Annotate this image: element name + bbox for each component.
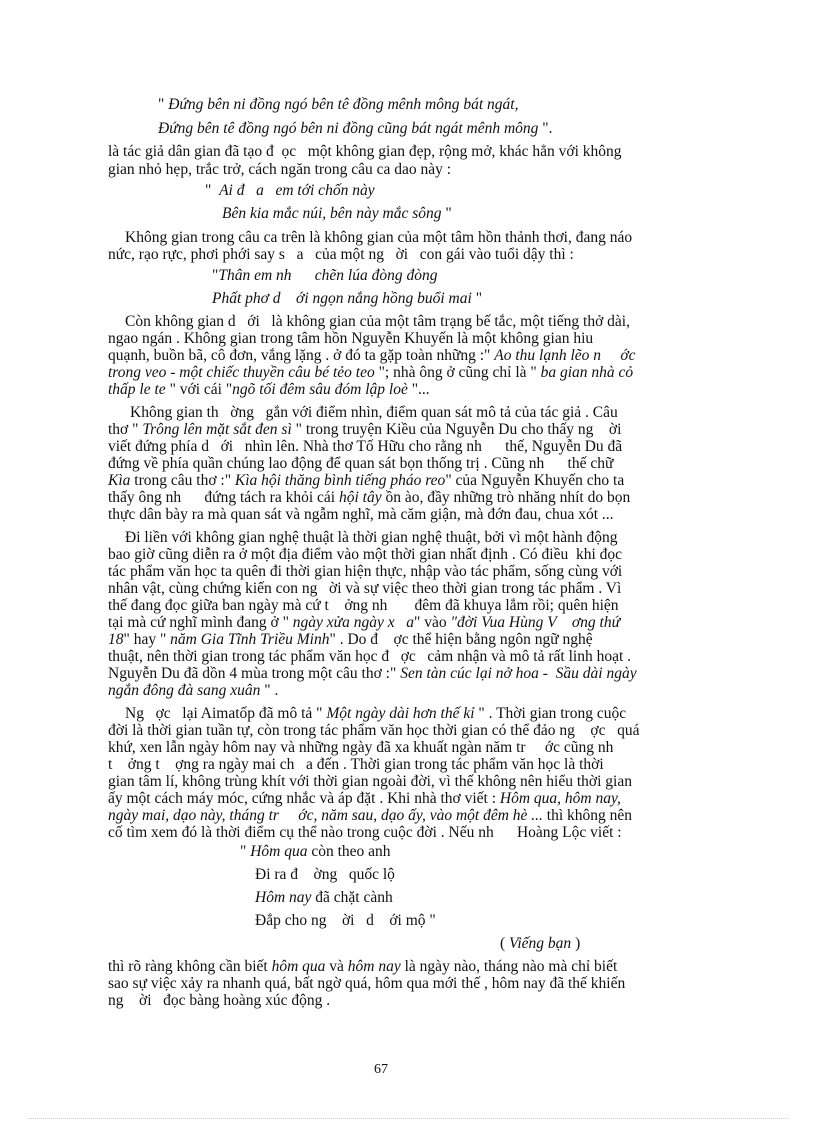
italic-text: 18 xyxy=(108,631,124,648)
text-segment: thấy ông nh đứng tách ra khỏi cái xyxy=(108,489,339,506)
italic-text: Trông lên mặt sắt đen sì xyxy=(142,421,292,438)
text-line xyxy=(108,455,613,473)
text-segment: " xyxy=(205,182,220,199)
text-line xyxy=(125,705,626,723)
text-segment: đã chặt cành xyxy=(311,889,393,906)
text-segment: " xyxy=(212,267,219,284)
text-line xyxy=(108,682,278,700)
text-segment: " . xyxy=(260,682,279,699)
italic-text: Thân em nh chẽn lúa đòng đòng xyxy=(218,267,438,284)
text-line xyxy=(108,246,574,264)
text-segment: thực dân bày ra mà quan sát và ngẫm nghĩ, mà căm giận, mà đớn đau, chua xót ... xyxy=(108,506,614,523)
text-segment: " xyxy=(441,205,452,222)
italic-text: Viếng bạn xyxy=(509,935,572,952)
text-segment: Đi ra đ ờng quốc lộ xyxy=(255,866,395,883)
italic-text: ngõ tối đêm sâu đóm lập loè xyxy=(232,381,408,398)
text-line xyxy=(108,807,632,825)
text-segment: khứ, xen lẫn ngày hôm nay và những ngày đã xa khuất ngàn năm tr ớc cũng nh xyxy=(108,739,614,756)
text-segment: " . Thời gian trong cuộc xyxy=(474,705,627,722)
text-segment: " xyxy=(158,96,169,113)
text-line xyxy=(255,889,393,907)
text-line xyxy=(255,912,436,930)
text-line xyxy=(108,958,617,976)
italic-text: Đứng bên tê đồng ngó bên ni đồng cũng bát ngát mênh mông xyxy=(158,120,539,137)
text-line xyxy=(158,120,553,138)
italic-text: ngày xửa ngày x a xyxy=(292,614,415,631)
text-segment: ". xyxy=(538,120,553,137)
text-segment: " của Nguyễn Khuyến cho ta xyxy=(445,472,625,489)
italic-text: Hôm nay xyxy=(255,889,312,906)
italic-text: hôm qua xyxy=(271,958,326,975)
text-line xyxy=(108,546,622,564)
text-segment: " vào xyxy=(414,614,451,631)
text-segment: " hay " xyxy=(123,631,171,648)
text-line xyxy=(108,824,622,842)
text-line xyxy=(108,381,430,399)
text-line xyxy=(222,205,452,223)
italic-text: Hôm qua, hôm nay, xyxy=(499,790,621,807)
text-segment: ) xyxy=(571,935,581,952)
text-segment: ồn ào, đầy những trò nhăng nhít do bọn xyxy=(381,489,631,506)
text-line xyxy=(125,313,630,331)
text-segment: ngao ngán . Không gian trong tâm hồn Nguyễn Khuyến là một không gian hiu xyxy=(108,330,594,347)
text-segment: trong câu thơ :" xyxy=(130,472,235,489)
italic-text: ngày mai, dạo này, tháng tr ớc, năm sau, dạo ấy, vào một đêm hè ... xyxy=(108,807,543,824)
text-segment: Còn không gian d ới là không gian của một tâm trạng bế tắc, một tiếng thở dài, xyxy=(125,313,630,330)
text-line xyxy=(158,96,518,114)
text-segment: t ởng t ợng ra ngày mai ch a đến . Thời gian trong tác phẩm văn học là thời xyxy=(108,756,604,773)
text-segment: là tác giả dân gian đã tạo đ ọc một không gian đẹp, rộng mở, khác hẳn với không xyxy=(108,143,622,160)
text-segment: đứng về phía quần chúng lao động để quan sát bọn thống trị . Cũng nh thế chữ xyxy=(108,455,614,472)
text-line xyxy=(212,290,482,308)
text-segment: ( xyxy=(500,935,510,952)
text-segment: " . Do đ ợc thể hiện bằng ngôn ngữ nghệ xyxy=(329,631,593,648)
text-line xyxy=(125,229,632,247)
text-line xyxy=(108,161,451,179)
text-segment: Nguyễn Du đã dồn 4 mùa trong một câu thơ :" xyxy=(108,665,401,682)
page-number: 67 xyxy=(374,1062,388,1077)
text-line xyxy=(108,563,622,581)
italic-text: Một ngày dài hơn thế kỉ xyxy=(326,705,475,722)
text-segment: thì rõ ràng không cần biết xyxy=(108,958,272,975)
text-line xyxy=(125,529,618,547)
text-segment: bao giờ cũng diễn ra ở một địa điểm vào một thời gian nhất định . Có điều khi đọc xyxy=(108,546,623,563)
text-segment: thế đang đọc giữa ban ngày mà cứ t ởng nh đêm đã khuya lắm rồi; quên hiện xyxy=(108,597,619,614)
text-segment: "; nhà ông ở cũng chỉ là " xyxy=(374,364,541,381)
text-segment: viết đứng phía d ới nhìn lên. Nhà thơ Tố Hữu cho rằng nh thế, Nguyễn Du đã xyxy=(108,438,623,455)
italic-text: hôm nay xyxy=(347,958,401,975)
text-line xyxy=(108,506,614,524)
italic-text: Phất phơ d ới ngọn nắng hồng buổi mai xyxy=(212,290,472,307)
text-segment: gian nhỏ hẹp, trắc trở, cách ngăn trong câu ca dao này : xyxy=(108,161,452,178)
text-line xyxy=(108,665,637,683)
text-line xyxy=(108,421,621,439)
italic-text: Đứng bên ni đồng ngó bên tê đồng mênh mông bát ngát, xyxy=(168,96,519,113)
italic-text: hội tây xyxy=(338,489,382,506)
text-line xyxy=(108,472,624,490)
text-segment: Đi liền với không gian nghệ thuật là thời gian nghệ thuật, bởi vì một hành động xyxy=(125,529,618,546)
text-line xyxy=(255,866,395,884)
italic-text: Sen tàn cúc lại nở hoa - Sầu dài ngày xyxy=(400,665,637,682)
italic-text: thấp le te xyxy=(108,381,166,398)
italic-text: trong veo - một chiếc thuyền câu bé tẻo teo xyxy=(108,364,375,381)
text-segment: nhân vật, cùng chứng kiến con ng ời và sự việc theo thời gian trong tác phẩm . Vì xyxy=(108,580,622,597)
text-line xyxy=(108,614,620,632)
italic-text: Ai đ a em tới chốn này xyxy=(219,182,375,199)
text-segment: " với cái " xyxy=(165,381,233,398)
text-line xyxy=(108,489,630,507)
text-line xyxy=(108,580,621,598)
text-segment: và xyxy=(325,958,348,975)
text-line xyxy=(212,267,437,285)
text-segment: " xyxy=(240,843,251,860)
italic-text: Kìa xyxy=(108,472,131,489)
italic-text: ngắn đông đà sang xuân xyxy=(108,682,261,699)
text-line xyxy=(205,182,375,200)
text-segment: thơ " xyxy=(108,421,143,438)
text-line xyxy=(108,722,639,740)
text-line xyxy=(108,143,622,161)
bottom-dotted-border xyxy=(28,1118,788,1119)
italic-text: Ao thu lạnh lẽo n ớc xyxy=(494,347,636,364)
text-segment: là ngày nào, tháng nào mà chỉ biết xyxy=(400,958,618,975)
text-segment: sao sự việc xảy ra nhanh quá, bất ngờ quá, hôm qua mới thế , hôm nay đã thế khiến xyxy=(108,975,626,992)
text-segment: Không gian th ờng gắn với điểm nhìn, điểm quan sát mô tả của tác giả . Câu xyxy=(130,404,618,421)
text-line xyxy=(108,330,593,348)
text-segment: Không gian trong câu ca trên là không gian của một tâm hồn thảnh thơi, đang náo xyxy=(125,229,633,246)
text-segment: " xyxy=(471,290,483,307)
text-line xyxy=(108,364,633,382)
text-line xyxy=(108,739,613,757)
text-line xyxy=(500,935,580,953)
text-segment: quạnh, buồn bã, cô đơn, vắng lặng . ở đó ta gặp toàn những :" xyxy=(108,347,495,364)
text-segment: "... xyxy=(407,381,430,398)
text-line xyxy=(108,438,622,456)
text-line xyxy=(130,404,618,422)
italic-text: ba gian nhà cỏ xyxy=(540,364,634,381)
text-line xyxy=(108,756,604,774)
text-line xyxy=(240,843,391,861)
text-segment: nức, rạo rực, phơi phới say s a của một ng ời con gái vào tuổi dậy thì : xyxy=(108,246,574,263)
italic-text: Bên kia mắc núi, bên này mắc sông xyxy=(222,205,442,222)
text-segment: tác phẩm văn học ta quên đi thời gian hiện thực, nhập vào tác phẩm, sống cùng với xyxy=(108,563,623,580)
text-line xyxy=(108,773,632,791)
text-segment: thuật, nên thời gian trong tác phẩm văn học đ ợc cảm nhận và mô tả rất linh hoạt . xyxy=(108,648,632,665)
text-segment: " trong truyện Kiều của Nguyễn Du cho thấy ng ời xyxy=(291,421,622,438)
text-segment: đời là thời gian tuần tự, còn trong tác phẩm văn học thời gian có thể đảo ng ợc quá xyxy=(108,722,640,739)
italic-text: Kìa hội thăng bình tiếng pháo reo xyxy=(234,472,446,489)
text-line xyxy=(108,975,625,993)
italic-text: Hôm qua xyxy=(250,843,308,860)
text-line xyxy=(108,992,330,1010)
text-line xyxy=(108,790,621,808)
text-line xyxy=(108,347,636,365)
text-segment: còn theo anh xyxy=(307,843,391,860)
text-line xyxy=(108,631,593,649)
text-line xyxy=(108,597,619,615)
text-segment: thì không nên xyxy=(542,807,633,824)
text-segment: ng ời đọc bàng hoàng xúc động . xyxy=(108,992,331,1009)
text-segment: Ng ợc lại Aimatốp đã mô tả " xyxy=(125,705,327,722)
text-segment: cố tìm xem đó là thời điểm cụ thể nào trong cuộc đời . Nếu nh Hoàng Lộc viết : xyxy=(108,824,622,841)
text-line xyxy=(108,648,631,666)
italic-text: năm Gia Tĩnh Triều Minh xyxy=(170,631,330,648)
text-segment: tại mà cứ nghĩ mình đang ở " xyxy=(108,614,293,631)
text-segment: ấy một cách máy móc, cứng nhắc và áp đặt . Khi nhà thơ viết : xyxy=(108,790,500,807)
text-segment: Đắp cho ng ời d ới mộ " xyxy=(255,912,436,929)
italic-text: "đời Vua Hùng V ơng thứ xyxy=(450,614,621,631)
text-segment: gian tâm lí, không trùng khít với thời gian ngoài đời, vì thế không nên hiểu thời gian xyxy=(108,773,632,790)
